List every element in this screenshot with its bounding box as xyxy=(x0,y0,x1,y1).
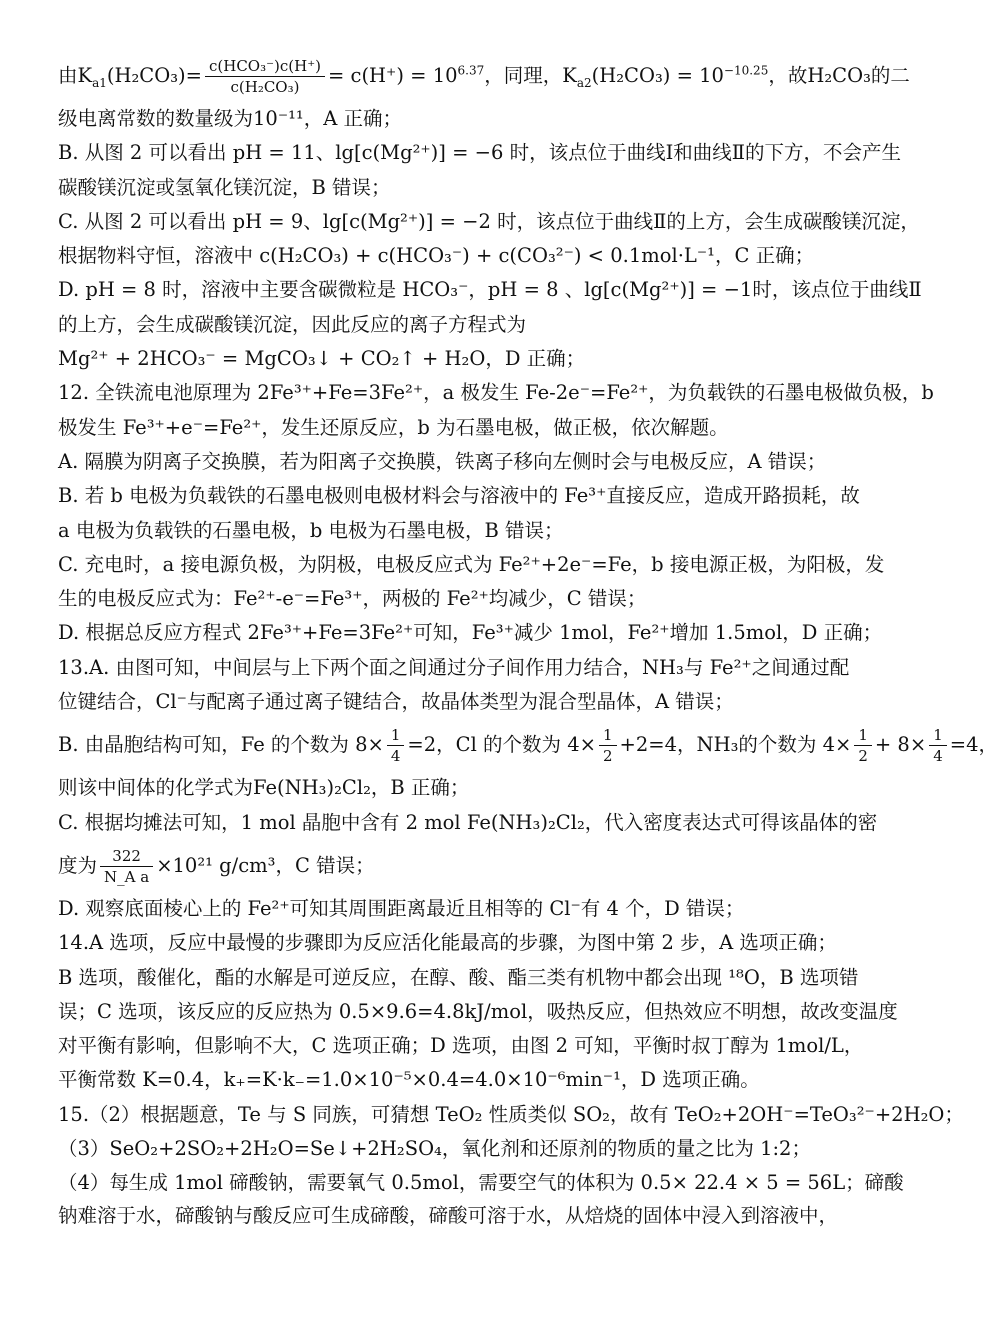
text-line-31: （3）SeO₂+2SO₂+2H₂O=Se↓+2H₂SO₄，氧化剂和还原剂的物质的量之比为 1:2； xyxy=(58,1137,811,1161)
fraction-ka1 xyxy=(205,56,325,97)
fraction-denominator: 4 xyxy=(390,747,401,766)
text-line-6: 根据物料守恒，溶液中 c(H₂CO₃) + c(HCO₃⁻) + c(CO₃²⁻) < 0.1mol·L⁻¹，C 正确； xyxy=(58,244,815,268)
fraction-numerator: 1 xyxy=(929,725,947,746)
text-line-9: Mg²⁺ + 2HCO₃⁻ = MgCO₃↓ + CO₂↑ + H₂O，D 正确； xyxy=(58,347,586,371)
fraction-denominator: c(H₂CO₃) xyxy=(230,78,300,96)
fraction-numerator: 322 xyxy=(100,846,153,867)
fraction-denominator: 4 xyxy=(933,747,943,766)
subscript: a1 xyxy=(92,75,107,90)
text-line-3: B. 从图 2 可以看出 pH = 11、lg[c(Mg²⁺)] = −6 时，该点位于曲线Ⅰ和曲线Ⅱ的下方，不会产生 xyxy=(58,141,902,165)
text-line-10: 12. 全铁流电池原理为 2Fe³⁺+Fe=3Fe²⁺，a 极发生 Fe-2e⁻=Fe²⁺，为负载铁的石墨电极做负极，b xyxy=(58,381,934,405)
text-line-13: B. 若 b 电极为负载铁的石墨电极则电极材料会与溶液中的 Fe³⁺直接反应，造成开路损耗，故 xyxy=(58,484,860,508)
text-line-21: 则该中间体的化学式为Fe(NH₃)₂Cl₂，B 正确； xyxy=(58,776,470,800)
text-line-25: 14.A 选项，反应中最慢的步骤即为反应活化能最高的步骤，为图中第 2 步，A 选项正确； xyxy=(58,931,837,955)
fraction-numerator: 1 xyxy=(854,725,872,746)
fraction-density xyxy=(100,846,153,887)
text-line-7: D. pH = 8 时，溶液中主要含碳微粒是 HCO₃⁻，pH = 8 、lg[c(Mg²⁺)] = −1时，该点位于曲线Ⅱ xyxy=(58,278,922,302)
fraction-numerator: 1 xyxy=(387,725,405,746)
fraction-denominator: N_A a xyxy=(104,867,150,886)
text-line-20 xyxy=(58,719,998,771)
text-line-17: D. 根据总反应方程式 2Fe³⁺+Fe=3Fe²⁺可知，Fe³⁺减少 1mol，Fe²⁺增加 1.5mol，D 正确； xyxy=(58,621,883,645)
text-segment: (H₂CO₃) = 10 xyxy=(591,64,724,87)
text-line-1 xyxy=(58,50,908,102)
fraction-denominator: 2 xyxy=(858,747,868,766)
text-line-24: D. 观察底面棱心上的 Fe²⁺可知其周围距离最近且相等的 Cl⁻有 4 个，D 错误； xyxy=(58,896,745,920)
fraction-denominator: 2 xyxy=(602,747,613,766)
superscript: 6.37 xyxy=(457,63,485,78)
text-line-28: 对平衡有影响，但影响不大，C 选项正确；D 选项，由图 2 可知，平衡时叔丁醇为 1mol/L， xyxy=(58,1034,864,1058)
text-segment: ，同理，K xyxy=(484,64,577,87)
text-segment: ×10²¹ g/cm³，C 错误； xyxy=(156,853,375,877)
text-segment: B. 由晶胞结构可知，Fe 的个数为 8× xyxy=(58,733,384,757)
fraction-one-quarter xyxy=(387,725,405,766)
text-line-18: 13.A. 由图可知，中间层与上下两个面之间通过分子间作用力结合，NH₃与 Fe²⁺之间通过配 xyxy=(58,655,850,679)
superscript: −10.25 xyxy=(723,63,769,78)
text-line-27: 误；C 选项，该反应的反应热为 0.5×9.6=4.8kJ/mol，吸热反应，但热效应不明想，故改变温度 xyxy=(58,999,898,1023)
fraction-one-half xyxy=(854,725,872,766)
subscript: a2 xyxy=(576,75,592,90)
text-segment: + 8× xyxy=(874,733,927,757)
text-line-15: C. 充电时，a 接电源负极，为阴极，电极反应式为 Fe²⁺+2e⁻=Fe，b 接电源正极，为阳极，发 xyxy=(58,552,885,576)
text-segment: = c(H⁺) = 10 xyxy=(327,64,458,87)
text-line-14: a 电极为负载铁的石墨电极，b 电极为石墨电极，B 错误； xyxy=(58,518,564,542)
fraction-one-half xyxy=(599,725,617,766)
text-line-22: C. 根据均摊法可知，1 mol 晶胞中含有 2 mol Fe(NH₃)₂Cl₂，代入密度表达式可得该晶体的密 xyxy=(58,810,878,834)
text-segment: +2=4，NH₃的个数为 4× xyxy=(619,733,852,757)
text-line-16: 生的电极反应式为：Fe²⁺-e⁻=Fe³⁺，两极的 Fe²⁺均减少，C 错误； xyxy=(58,587,647,611)
text-line-11: 极发生 Fe³⁺+e⁻=Fe²⁺，发生还原反应，b 为石墨电极，做正极，依次解题。 xyxy=(58,415,729,439)
text-segment: =4， xyxy=(949,733,998,757)
text-line-30: 15.（2）根据题意，Te 与 S 同族，可猜想 TeO₂ 性质类似 SO₂，故有 TeO₂+2OH⁻=TeO₃²⁻+2H₂O； xyxy=(58,1102,964,1126)
text-line-19: 位键结合，Cl⁻与配离子通过离子键结合，故晶体类型为混合型晶体，A 错误； xyxy=(58,690,734,714)
text-line-32: （4）每生成 1mol 碲酸钠，需要氧气 0.5mol，需要空气的体积为 0.5× 22.4 × 5 = 56L；碲酸 xyxy=(58,1171,904,1195)
text-line-5: C. 从图 2 可以看出 pH = 9、lg[c(Mg²⁺)] = −2 时，该点位于曲线Ⅱ的上方，会生成碳酸镁沉淀， xyxy=(58,209,920,233)
text-segment: (H₂CO₃)= xyxy=(106,64,202,87)
fraction-one-quarter xyxy=(929,725,947,766)
fraction-numerator: c(HCO₃⁻)c(H⁺) xyxy=(205,56,325,77)
text-line-8: 的上方，会生成碳酸镁沉淀，因此反应的离子方程式为 xyxy=(58,312,527,336)
text-segment: 度为 xyxy=(58,853,98,877)
text-line-26: B 选项，酸催化，酯的水解是可逆反应，在醇、酸、酯三类有机物中都会出现 ¹⁸O，B 选项错 xyxy=(58,965,859,989)
text-line-29: 平衡常数 K=0.4，k₊=K·k₋=1.0×10⁻⁵×0.4=4.0×10⁻⁶min⁻¹，D 选项正确。 xyxy=(58,1068,760,1092)
text-line-12: A. 隔膜为阴离子交换膜，若为阳离子交换膜，铁离子移向左侧时会与电极反应，A 错误； xyxy=(58,449,827,473)
text-line-4: 碳酸镁沉淀或氢氧化镁沉淀，B 错误； xyxy=(58,175,391,199)
text-segment: ，故H₂CO₃的二 xyxy=(768,64,910,87)
text-segment: =2，Cl 的个数为 4× xyxy=(407,733,596,757)
text-line-33-partial: 钠难溶于水，碲酸钠与酸反应可生成碲酸，碲酸可溶于水，从焙烧的固体中浸入到溶液中， xyxy=(58,1203,839,1227)
fraction-numerator: 1 xyxy=(599,725,617,746)
text-line-2: 级电离常数的数量级为10⁻¹¹，A 正确； xyxy=(58,107,403,130)
text-segment: 由K xyxy=(58,64,93,87)
text-line-23 xyxy=(58,840,908,892)
